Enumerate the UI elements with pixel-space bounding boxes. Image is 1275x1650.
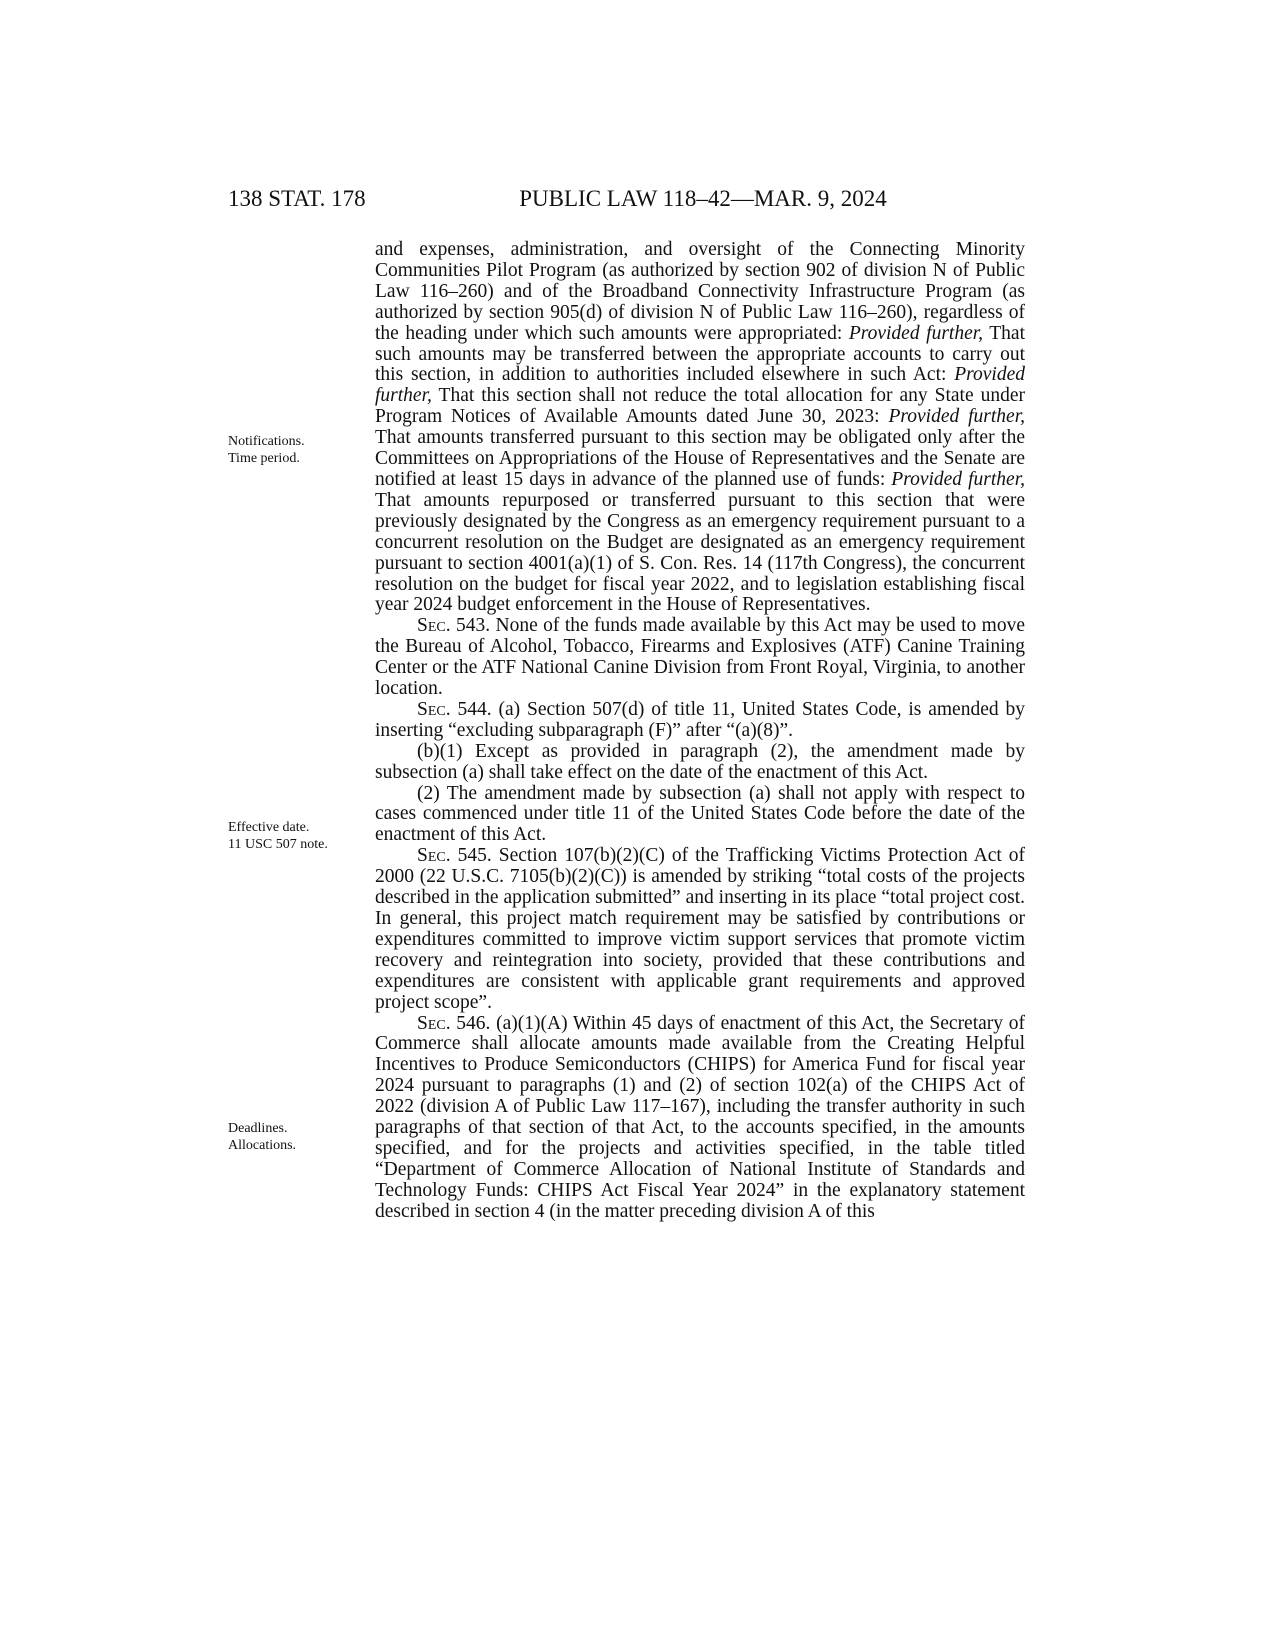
margin-note-deadlines: [228, 1120, 373, 1154]
margin-note-line: Allocations.: [228, 1138, 297, 1153]
proviso-italic: Provided further,: [888, 406, 1025, 428]
text-run: That such amounts may be transferred between the appropriate accounts to carry out this section, in addition to authorities included elsewhere in such Act:: [375, 322, 1025, 386]
proviso-italic: Provided further,: [848, 322, 984, 344]
margin-note-line: 11 USC 507 note.: [228, 837, 328, 852]
proviso-italic: Provided further,: [375, 364, 1025, 407]
text-run: and expenses, administration, and oversight of the Connecting Minority Communities Pilot Program (as authorized by section 902 of division N of Public Law 116–260) and of the Broadband Connectivity Infrastructure Program (as authorized by section 905(d) of division N of Public Law 116–260), regardless of the heading under which such amounts were appropriated:: [375, 239, 1025, 344]
stat-reference: 138 STAT. 178: [228, 186, 366, 211]
text-run: That this section shall not reduce the total allocation for any State under Program Notices of Available Amounts dated June 30, 2023:: [375, 385, 1025, 428]
margin-note-line: Notifications.: [228, 434, 305, 449]
proviso-italic: Provided further,: [891, 468, 1025, 490]
text-run: None of the funds made available by this Act may be used to move the Bureau of Alcohol, Tobacco, Firearms and Explosives (ATF) Canine Training Center or the ATF National Canine Division from Front Royal, Virginia, to another location.: [375, 615, 1025, 700]
section-label: Sec. 543.: [417, 615, 491, 637]
section-545: [375, 846, 1025, 1013]
text-run: (a)(1)(A) Within 45 days of enactment of this Act, the Secretary of Commerce shall allocate amounts made available from the Creating Helpful Incentives to Produce Semiconductors (CHIPS) for America Fund for fiscal year 2024 pursuant to paragraphs (1) and (2) of section 102(a) of the CHIPS Act of 2022 (division A of Public Law 117–167), including the transfer authority in such paragraphs of that section of that Act, to the accounts specified, in the amounts specified, and for the projects and activities specified, in the table titled “Department of Commerce Allocation of National Institute of Standards and Technology Funds: CHIPS Act Fiscal Year 2024” in the explanatory statement described in section 4 (in the matter preceding division A of this: [375, 1012, 1025, 1222]
law-reference: PUBLIC LAW 118–42—MAR. 9, 2024: [519, 186, 887, 211]
margin-note-line: Time period.: [228, 451, 300, 466]
section-543: [375, 616, 1025, 700]
section-544: [375, 700, 1025, 742]
page-header: [228, 184, 1028, 214]
text-run: (a) Section 507(d) of title 11, United States Code, is amended by inserting “excluding subparagraph (F)” after “(a)(8)”.: [375, 698, 1025, 741]
section-546: [375, 1014, 1025, 1223]
margin-note-notifications: [228, 433, 373, 467]
section-544-b1: (b)(1) Except as provided in paragraph (2), the amendment made by subsection (a) shall take effect on the date of the enactment of this Act.: [375, 740, 1025, 783]
section-label: Sec. 544.: [417, 698, 492, 720]
margin-note-effective-date: [228, 819, 373, 853]
text-run: That amounts transferred pursuant to this section may be obligated only after the Committees on Appropriations of the House of Representatives and the Senate are notified at least 15 days in advance of the planned use of funds:: [375, 427, 1025, 490]
text-run: Section 107(b)(2)(C) of the Trafficking Victims Protection Act of 2000 (22 U.S.C. 7105(b)(2)(C)) is amended by striking “total costs of the projects described in the application submitted” and inserting in its place “total project cost. In general, this project match requirement may be satisfied by contributions or expenditures committed to improve victim support services that promote victim recovery and reintegration into society, provided that these contributions and expenditures are consistent with applicable grant requirements and approved project scope”.: [375, 845, 1025, 1013]
section-544-b2: (2) The amendment made by subsection (a) shall not apply with respect to cases commenced under title 11 of the United States Code before the date of the enactment of this Act.: [375, 782, 1025, 846]
margin-note-line: Deadlines.: [228, 1121, 288, 1136]
paragraph-continuation: [375, 240, 1025, 616]
section-label: Sec. 545.: [417, 845, 492, 867]
text-run: That amounts repurposed or transferred pursuant to this section that were previously designated by the Congress as an emergency requirement pursuant to a concurrent resolution on the Budget are designated as an emergency requirement pursuant to section 4001(a)(1) of S. Con. Res. 14 (117th Congress), the concurrent resolution on the budget for fiscal year 2022, and to legislation establishing fiscal year 2024 budget enforcement in the House of Representatives.: [375, 489, 1025, 616]
section-label: Sec. 546.: [417, 1012, 491, 1034]
body-text: [375, 240, 1025, 1223]
margin-note-line: Effective date.: [228, 820, 310, 835]
